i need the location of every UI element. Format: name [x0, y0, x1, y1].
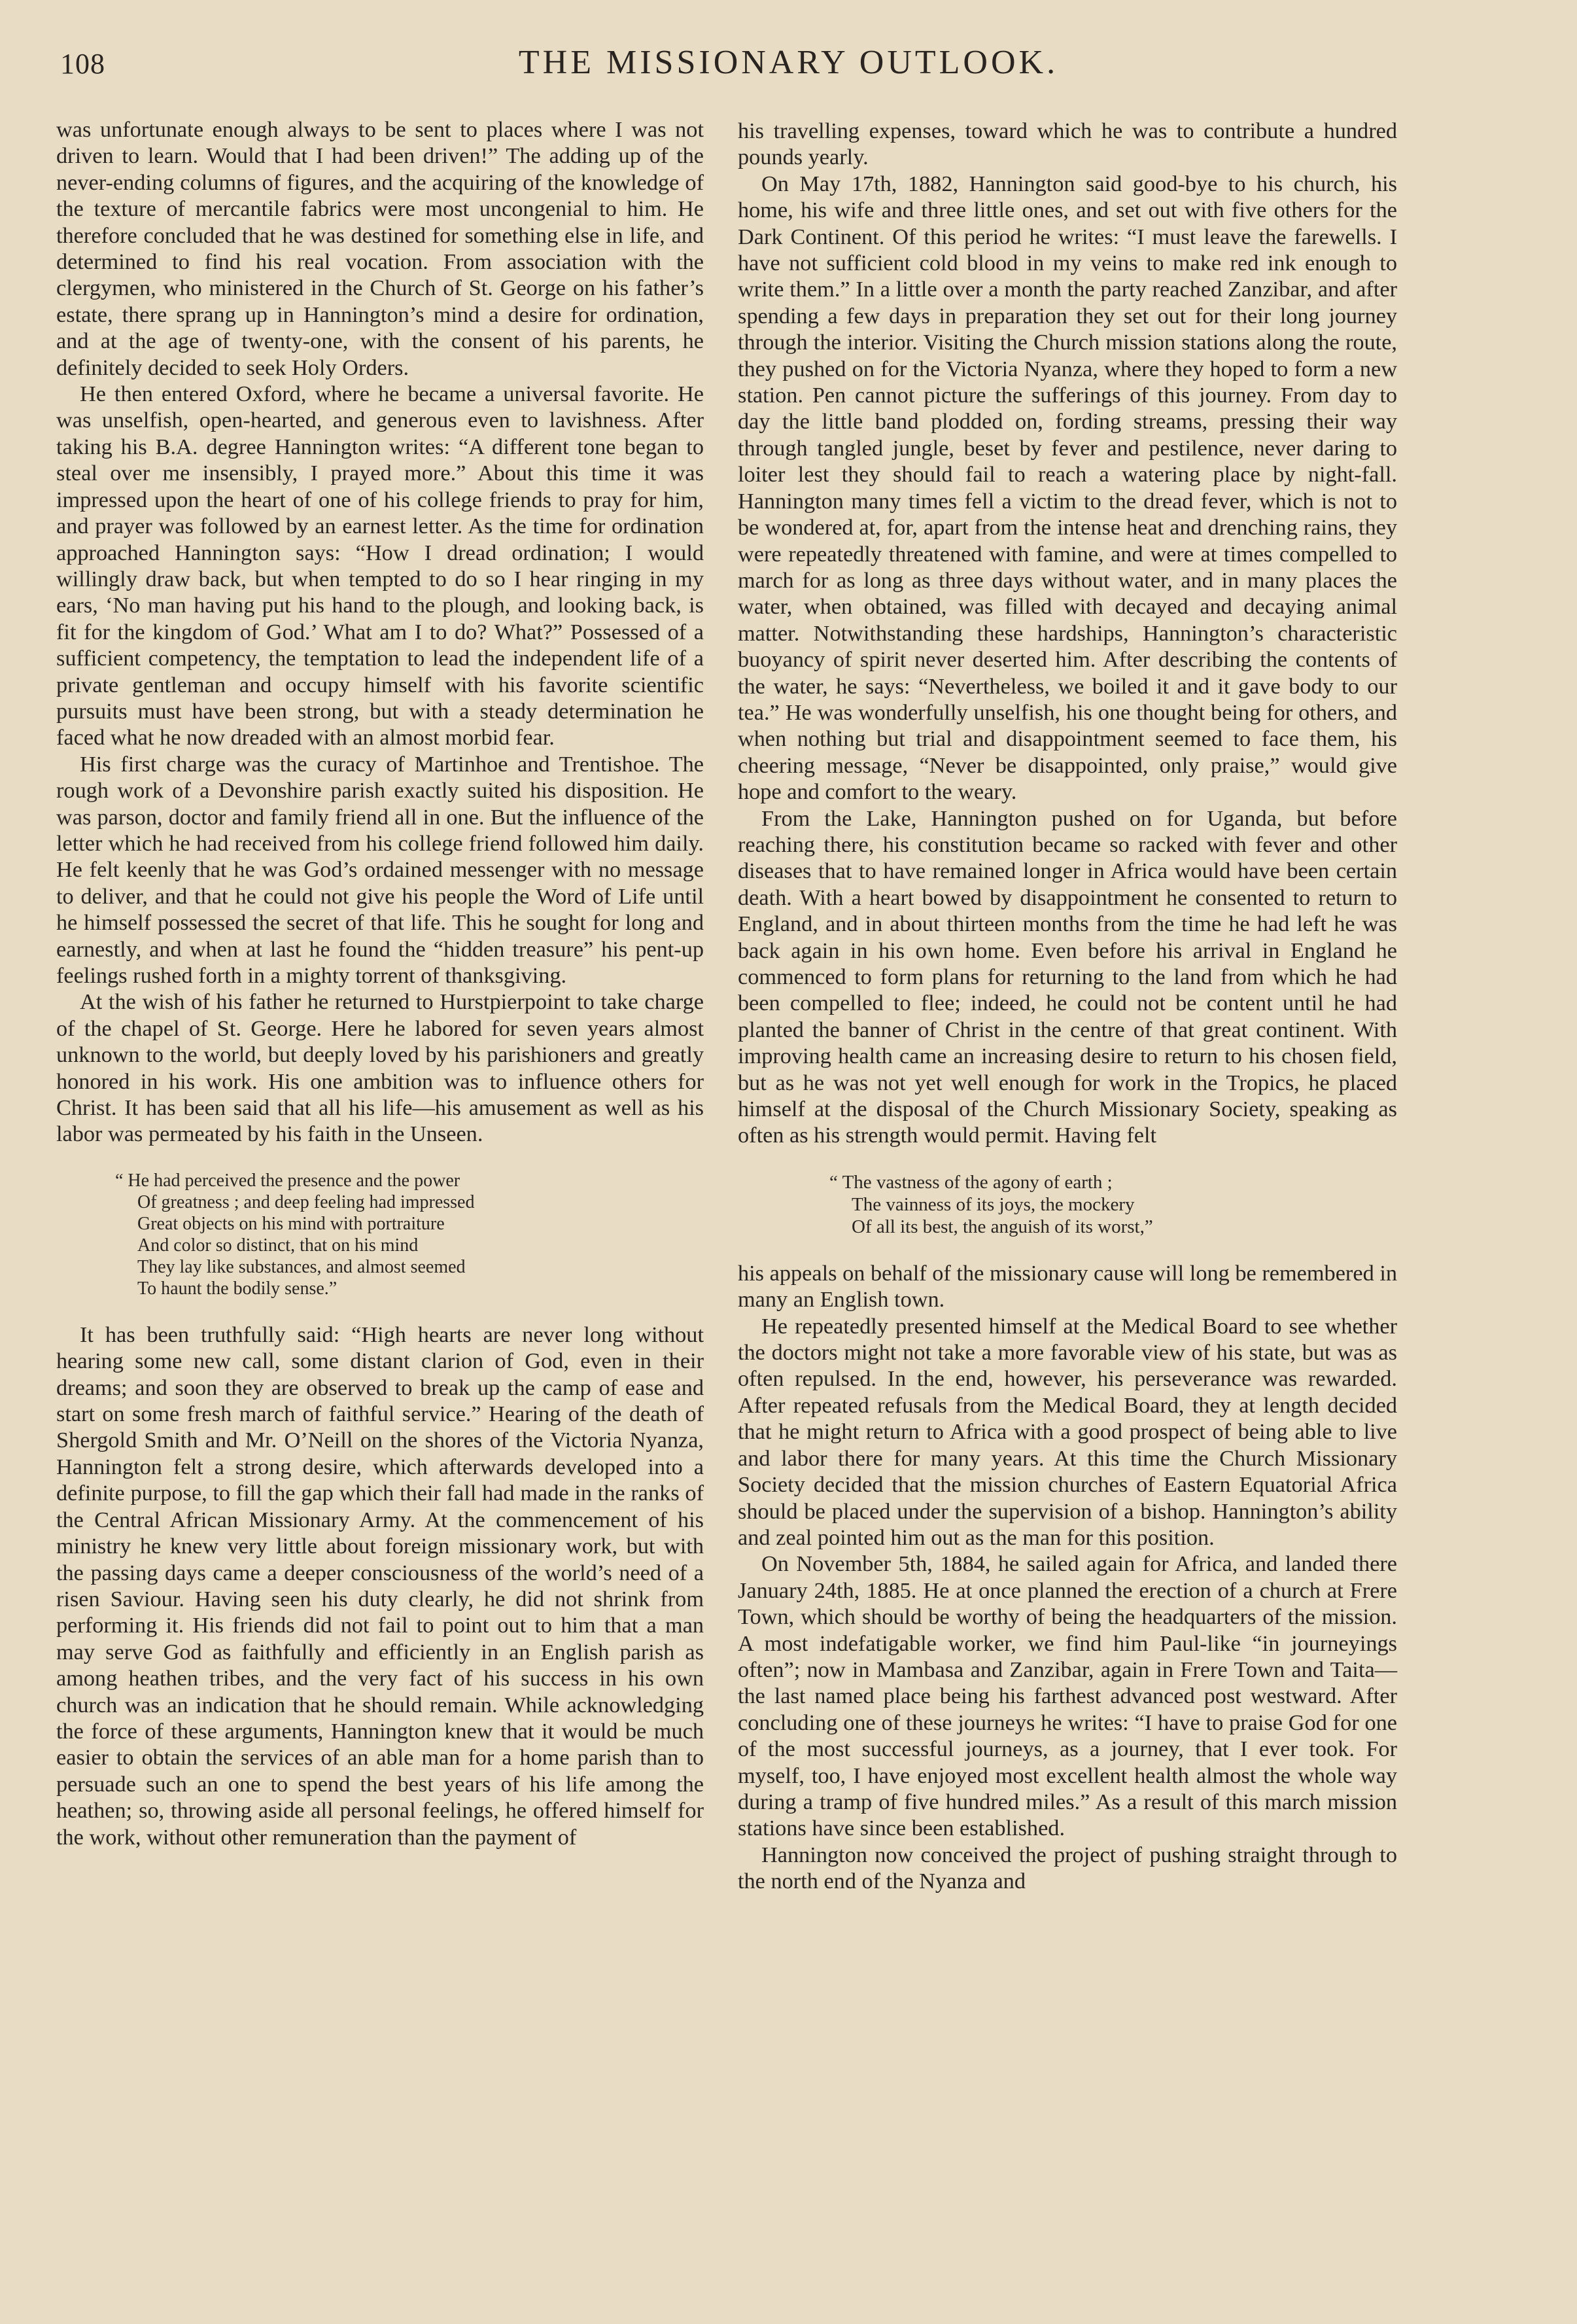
poem-line: And color so distinct, that on his mind [137, 1235, 419, 1256]
poem-line: “ He had perceived the presence and the power [115, 1170, 460, 1191]
poem-line: To haunt the bodily sense.” [137, 1278, 338, 1299]
poem-line: Of all its best, the anguish of its worst,” [852, 1216, 1153, 1237]
poem-line: They lay like substances, and almost seemed [137, 1256, 466, 1277]
page-number: 108 [60, 48, 105, 80]
poem-line: Great objects on his mind with portraiture [137, 1213, 445, 1234]
running-head: THE MISSIONARY OUTLOOK. [518, 44, 1059, 81]
paragraph: was unfortunate enough always to be sent to places where I was not driven to learn. Would that I had been driven!” The adding up of the never-ending columns of figures, and the acquiring of the knowledge of the texture of mercantile fabrics were most uncongenial to him. He therefore concluded that he was destined for something else in life, and determined to find his real vocation. From association with the clergymen, who ministered in the Church of St. George on his father’s estate, there sprang up in Hannington’s mind a desire for ordination, and at the age of twenty-one, with the consent of his parents, he definitely decided to seek Holy Orders. [56, 117, 704, 380]
poem-quote [738, 1171, 1397, 1238]
paragraph: On November 5th, 1884, he sailed again for Africa, and landed there January 24th, 1885. He at once planned the erection of a church at Frere Town, which should be worthy of being the headquarters of the mission. A most indefatigable worker, we find him Paul-like “in journeyings often”; now in Mambasa and Zanzibar, again in Frere Town and Taita—the last named place being his farthest advanced post westward. After concluding one of these journeys he writes: “I have to praise God for one of the most successful journeys, as a journey, that I ever took. For myself, too, I have enjoyed most excellent health almost the whole way during a tramp of five hundred miles.” As a result of this march mission stations have since been established. [738, 1551, 1397, 1841]
paragraph: his appeals on behalf of the missionary cause will long be remembered in many an English town. [738, 1260, 1397, 1312]
paragraph: Hannington now conceived the project of pushing straight through to the north end of the Nyanza and [738, 1842, 1397, 1894]
paragraph: He then entered Oxford, where he became a universal favorite. He was unselfish, open-hearted, and generous even to lavishness. After taking his B.A. degree Hannington writes: “A different tone began to steal over me insensibly, I prayed more.” About this time it was impressed upon the heart of one of his college friends to pray for him, and prayer was followed by an earnest letter. As the time for ordination approached Hannington says: “How I dread ordination; I would willingly draw back, but when tempted to do so I hear ringing in my ears, ‘No man having put his hand to the plough, and looking back, is fit for the kingdom of God.’ What am I to do? What?” Possessed of a sufficient competency, the temptation to lead the independent life of a private gentleman and occupy himself with his favorite scientific pursuits must have been strong, but with a steady determination he faced what he now dreaded with an almost morbid fear. [56, 381, 704, 750]
paragraph: At the wish of his father he returned to Hurstpierpoint to take charge of the chapel of St. George. Here he labored for seven years almost unknown to the world, but deeply loved by his parishioners and greatly honored in his work. His one ambition was to influence others for Christ. It has been said that all his life—his amusement as well as his labor was permeated by his faith in the Unseen. [56, 989, 704, 1147]
paragraph: his travelling expenses, toward which he was to contribute a hundred pounds yearly. [738, 118, 1397, 170]
right-column [738, 118, 1397, 1895]
paragraph: He repeatedly presented himself at the Medical Board to see whether the doctors might not take a more favorable view of his state, but was as often repulsed. In the end, however, his perseverance was rewarded. After repeated refusals from the Medical Board, they at length decided that he might return to Africa with a good prospect of being able to live and labor there for many years. At this time the Church Missionary Society decided that the mission churches of Eastern Equatorial Africa should be placed under the supervision of a bishop. Hannington’s ability and zeal pointed him out as the man for this position. [738, 1313, 1397, 1550]
paragraph: From the Lake, Hannington pushed on for Uganda, but before reaching there, his constitution became so racked with fever and other diseases that to have remained longer in Africa would have been certain death. With a heart bowed by disappointment he consented to return to England, and in about thirteen months from the time he had left he was back again in his own home. Even before his arrival in England he commenced to form plans for returning to the land from which he had been compelled to flee; indeed, he could not be content until he had planted the banner of Christ in the centre of that great continent. With improving health came an increasing desire to return to his chosen field, but as he was not yet well enough for work in the Tropics, he placed himself at the disposal of the Church Missionary Society, speaking as often as his strength would permit. Having felt [738, 805, 1397, 1148]
paragraph: His first charge was the curacy of Martinhoe and Trentishoe. The rough work of a Devonshire parish exactly suited his disposition. He was parson, doctor and family friend all in one. But the influence of the letter which he had received from his college friend followed him daily. He felt keenly that he was God’s ordained messenger with no message to deliver, and that he could not give his people the Word of Life until he himself possessed the secret of that life. This he sought for long and earnestly, and when at last he found the “hidden treasure” his pent-up feelings rushed forth in a mighty torrent of thanksgiving. [56, 751, 704, 988]
left-column [56, 116, 704, 1850]
paragraph: It has been truthfully said: “High hearts are never long without hearing some new call, some distant clarion of God, even in their dreams; and soon they are observed to break up the camp of ease and start on some fresh march of faithful service.” Hearing of the death of Shergold Smith and Mr. O’Neill on the shores of the Victoria Nyanza, Hannington felt a strong desire, which afterwards developed into a definite purpose, to fill the gap which their fall had made in the ranks of the Central African Missionary Army. At the commencement of his ministry he knew very little about foreign missionary work, but with the passing days came a deeper consciousness of the world’s need of a risen Saviour. Having seen his duty clearly, he did not shrink from performing it. His friends did not fail to point out to him that a man may serve God as faithfully and efficiently in an English parish as among heathen tribes, and the very fact of his success in his own church was an indication that he should remain. While acknowledging the force of these arguments, Hannington knew that it would be much easier to obtain the services of an able man for a home parish than to persuade such an one to spend the best years of his life among the heathen; so, throwing aside all personal feelings, he offered himself for the work, without other remuneration than the payment of [56, 1322, 704, 1850]
poem-line: “ The vastness of the agony of earth ; [829, 1171, 1113, 1193]
paragraph: On May 17th, 1882, Hannington said good-bye to his church, his home, his wife and three little ones, and set out with five others for the Dark Continent. Of this period he writes: “I must leave the farewells. I have not sufficient cold blood in my veins to make red ink enough to write them.” In a little over a month the party reached Zanzibar, and after spending a few days in preparation they set out for their long journey through the interior. Visiting the Church mission stations along the route, they pushed on for the Victoria Nyanza, where they hoped to form a new station. Pen cannot picture the sufferings of this journey. From day to day the little band plodded on, fording streams, pressing their way through tangled jungle, beset by fever and pestilence, never daring to loiter lest they should fail to reach a watering place by night-fall. Hannington many times fell a victim to the dread fever, which is not to be wondered at, for, apart from the intense heat and drenching rains, they were repeatedly threatened with famine, and were at times compelled to march for as long as three days without water, and in many places the water, when obtained, was filled with decayed and decaying animal matter. Notwithstanding these hardships, Hannington’s characteristic buoyancy of spirit never deserted him. After describing the contents of the water, he says: “Nevertheless, we boiled it and it gave body to our tea.” He was wonderfully unselfish, his one thought being for others, and when nothing but trial and disappointment seemed to face them, his cheering message, “Never be disappointed, only praise,” would give hope and comfort to the weary. [738, 171, 1397, 805]
poem-line: The vainness of its joys, the mockery [852, 1193, 1135, 1215]
poem-quote [56, 1170, 704, 1299]
poem-line: Of greatness ; and deep feeling had impressed [137, 1191, 475, 1212]
